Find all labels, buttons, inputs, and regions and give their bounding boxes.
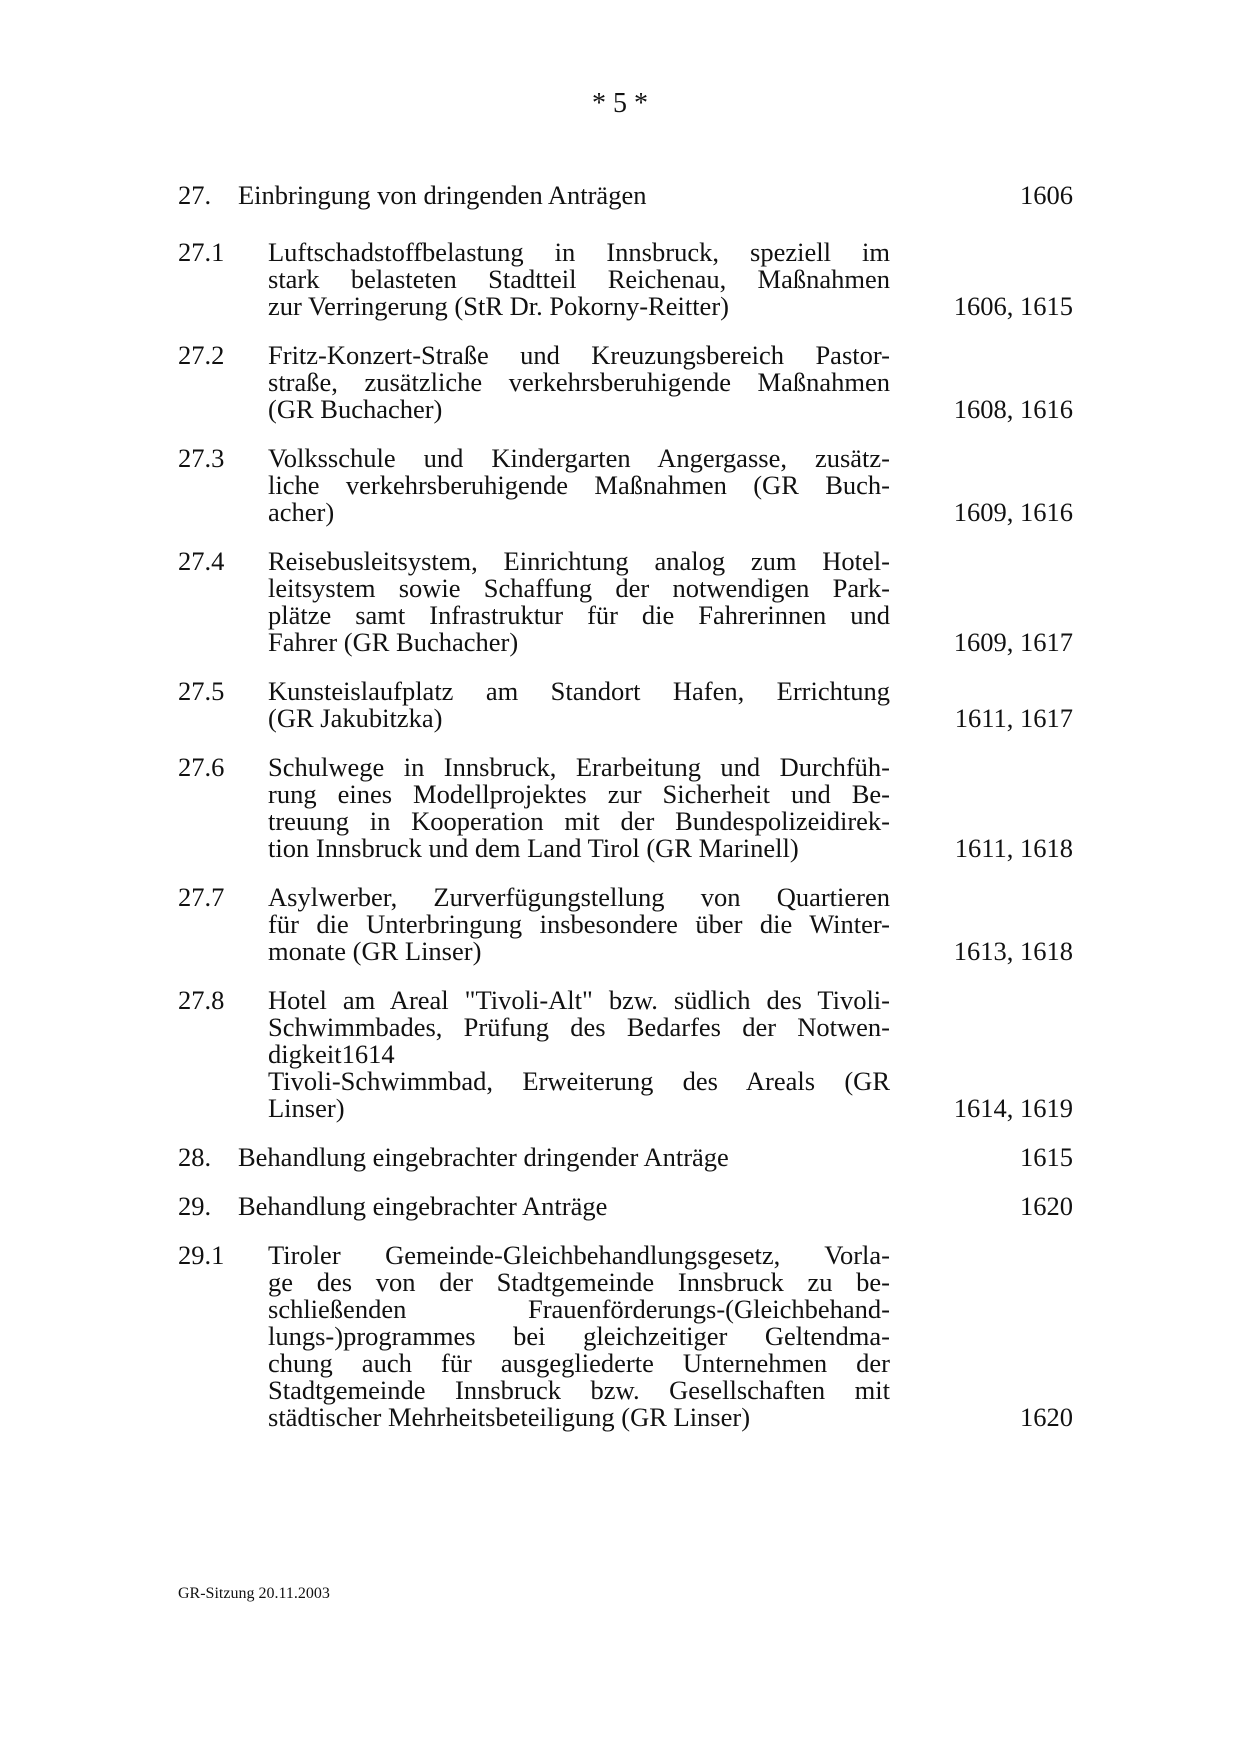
entry-title bbox=[268, 678, 890, 732]
entry-pages: 1609, 1616 bbox=[953, 497, 1073, 527]
toc-entry-27-8 bbox=[178, 987, 1073, 1122]
entry-title bbox=[268, 884, 890, 965]
table-of-contents bbox=[178, 180, 1073, 1432]
entry-line: rung eines Modellprojektes zur Sicherheit und Be- bbox=[268, 779, 890, 809]
entry-pages: 1614, 1619 bbox=[953, 1093, 1073, 1123]
entry-line: Behandlung eingebrachter Anträge bbox=[238, 1191, 608, 1221]
entry-number: 27.7 bbox=[178, 882, 225, 912]
toc-entry-27-1 bbox=[178, 239, 1073, 320]
entry-number: 29. bbox=[178, 1191, 212, 1221]
page-number: * 5 * bbox=[592, 88, 648, 119]
entry-line: digkeit1614 bbox=[268, 1039, 395, 1069]
entry-number: 29.1 bbox=[178, 1240, 225, 1270]
entry-pages: 1620 bbox=[1020, 1191, 1073, 1221]
toc-entry-29-1 bbox=[178, 1242, 1073, 1431]
entry-number: 27.8 bbox=[178, 985, 225, 1015]
entry-title bbox=[268, 754, 890, 862]
entry-title bbox=[268, 239, 890, 320]
entry-title bbox=[268, 548, 890, 656]
toc-entry-29 bbox=[178, 1193, 1073, 1220]
toc-entry-27 bbox=[178, 182, 1073, 209]
toc-entry-27-3 bbox=[178, 445, 1073, 526]
toc-entry-27-4 bbox=[178, 548, 1073, 656]
entry-line: Tivoli-Schwimmbad, Erweiterung des Areals (GR bbox=[268, 1066, 890, 1096]
toc-entry-27-6 bbox=[178, 754, 1073, 862]
entry-line: chung auch für ausgegliederte Unternehmen der bbox=[268, 1348, 890, 1378]
entry-pages: 1613, 1618 bbox=[953, 936, 1073, 966]
entry-number: 27.5 bbox=[178, 676, 225, 706]
entry-line: acher) bbox=[268, 497, 335, 527]
entry-line: liche verkehrsberuhigende Maßnahmen (GR Buch- bbox=[268, 470, 890, 500]
entry-number: 27.6 bbox=[178, 752, 225, 782]
entry-title bbox=[268, 987, 890, 1122]
entry-line: Schulwege in Innsbruck, Erarbeitung und Durchfüh- bbox=[268, 752, 890, 782]
entry-line: Schwimmbades, Prüfung des Bedarfes der Notwen- bbox=[268, 1012, 890, 1042]
entry-pages: 1620 bbox=[1020, 1402, 1073, 1432]
entry-line: Stadtgemeinde Innsbruck bzw. Gesellschaften mit bbox=[268, 1375, 890, 1405]
entry-title bbox=[238, 1144, 888, 1171]
entry-line: für die Unterbringung insbesondere über die Winter- bbox=[268, 909, 890, 939]
entry-line: ge des von der Stadtgemeinde Innsbruck zu be- bbox=[268, 1267, 890, 1297]
entry-line: (GR Jakubitzka) bbox=[268, 703, 443, 733]
entry-line: Kunsteislaufplatz am Standort Hafen, Errichtung bbox=[268, 676, 890, 706]
entry-line: Volksschule und Kindergarten Angergasse, zusätz- bbox=[268, 443, 890, 473]
entry-line: plätze samt Infrastruktur für die Fahrerinnen und bbox=[268, 600, 890, 630]
entry-line: schließenden Frauenförderungs-(Gleichbehand- bbox=[268, 1294, 890, 1324]
entry-line: Reisebusleitsystem, Einrichtung analog zum Hotel- bbox=[268, 546, 890, 576]
entry-title bbox=[238, 182, 888, 209]
toc-entry-27-5 bbox=[178, 678, 1073, 732]
entry-line: (GR Buchacher) bbox=[268, 394, 443, 424]
entry-line: Luftschadstoffbelastung in Innsbruck, speziell im bbox=[268, 237, 890, 267]
toc-entry-28 bbox=[178, 1144, 1073, 1171]
toc-entry-27-2 bbox=[178, 342, 1073, 423]
entry-line: treuung in Kooperation mit der Bundespolizeidirek- bbox=[268, 806, 890, 836]
entry-pages: 1608, 1616 bbox=[953, 394, 1073, 424]
entry-title bbox=[268, 445, 890, 526]
entry-pages: 1609, 1617 bbox=[953, 627, 1073, 657]
entry-line: Asylwerber, Zurverfügungstellung von Quartieren bbox=[268, 882, 890, 912]
entry-number: 27.2 bbox=[178, 340, 225, 370]
entry-number: 27.3 bbox=[178, 443, 225, 473]
entry-line: Tiroler Gemeinde-Gleichbehandlungsgesetz, Vorla- bbox=[268, 1240, 890, 1270]
entry-line: Fahrer (GR Buchacher) bbox=[268, 627, 519, 657]
entry-title bbox=[238, 1193, 888, 1220]
toc-entry-27-7 bbox=[178, 884, 1073, 965]
entry-line: Linser) bbox=[268, 1093, 345, 1123]
entry-line: leitsystem sowie Schaffung der notwendigen Park- bbox=[268, 573, 890, 603]
entry-pages: 1611, 1618 bbox=[954, 833, 1073, 863]
entry-line: Einbringung von dringenden Anträgen bbox=[238, 180, 647, 210]
entry-pages: 1611, 1617 bbox=[954, 703, 1073, 733]
entry-line: Hotel am Areal "Tivoli-Alt" bzw. südlich des Tivoli- bbox=[268, 985, 890, 1015]
entry-title bbox=[268, 1242, 890, 1431]
entry-pages: 1615 bbox=[1020, 1142, 1073, 1172]
entry-number: 27. bbox=[178, 180, 212, 210]
entry-number: 28. bbox=[178, 1142, 212, 1172]
entry-line: stark belasteten Stadtteil Reichenau, Maßnahmen bbox=[268, 264, 890, 294]
entry-line: städtischer Mehrheitsbeteiligung (GR Linser) bbox=[268, 1402, 751, 1432]
entry-line: straße, zusätzliche verkehrsberuhigende Maßnahmen bbox=[268, 367, 890, 397]
entry-line: tion Innsbruck und dem Land Tirol (GR Marinell) bbox=[268, 833, 799, 863]
entry-number: 27.4 bbox=[178, 546, 225, 576]
entry-pages: 1606 bbox=[1020, 180, 1073, 210]
entry-line: lungs-)programmes bei gleichzeitiger Geltendma- bbox=[268, 1321, 890, 1351]
entry-pages: 1606, 1615 bbox=[953, 291, 1073, 321]
footer-session-date: GR-Sitzung 20.11.2003 bbox=[178, 1585, 330, 1602]
entry-line: Behandlung eingebrachter dringender Anträge bbox=[238, 1142, 729, 1172]
entry-line: zur Verringerung (StR Dr. Pokorny-Reitter) bbox=[268, 291, 729, 321]
entry-line: Fritz-Konzert-Straße und Kreuzungsbereich Pastor- bbox=[268, 340, 890, 370]
entry-number: 27.1 bbox=[178, 237, 225, 267]
entry-title bbox=[268, 342, 890, 423]
entry-line: monate (GR Linser) bbox=[268, 936, 482, 966]
